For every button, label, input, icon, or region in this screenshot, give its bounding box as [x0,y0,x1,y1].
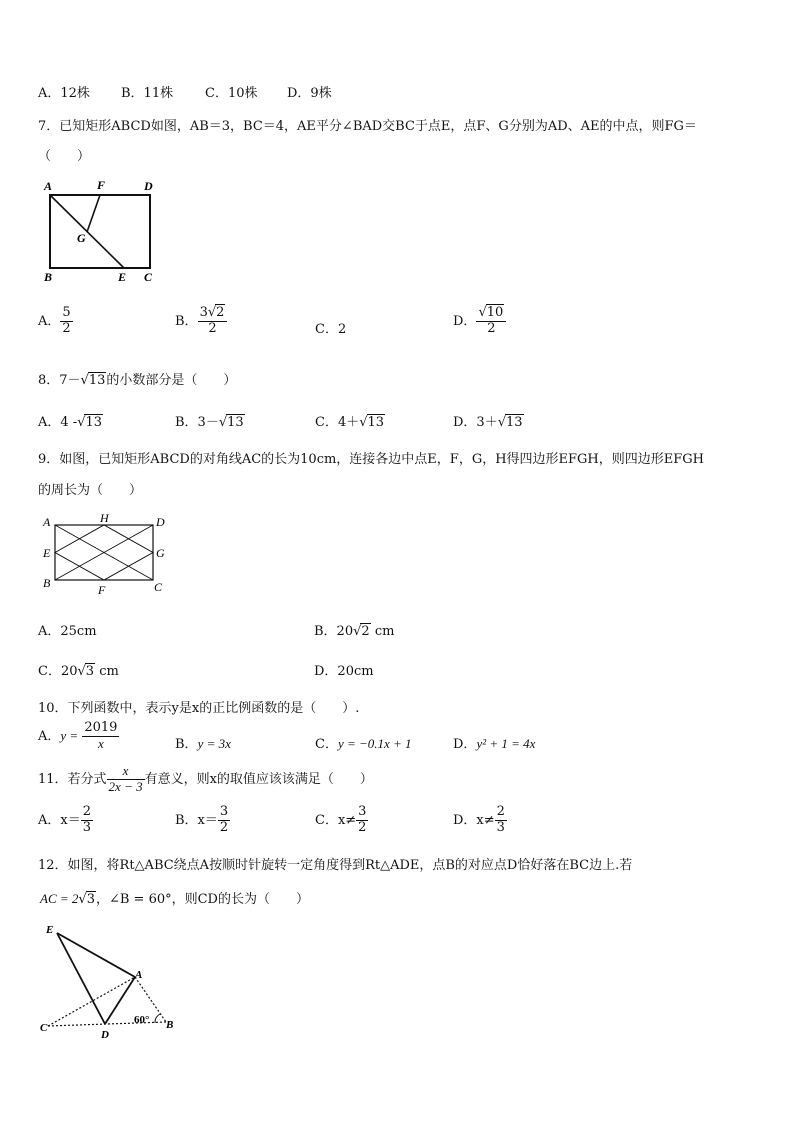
denominator: 2 [208,320,217,336]
q10-option-d[interactable] [453,733,535,752]
label-d: D [156,515,165,529]
radicand: 2 [361,624,370,639]
label-b: B [44,270,53,284]
label-a: A [135,969,143,981]
option-text: A．x＝ [38,812,81,828]
q7-option-a[interactable] [38,306,73,337]
rectangle-abcd-figure [38,175,168,285]
question-9-stem: 9．如图，已知矩形ABCD的对角线AC的长为10cm，连接各边中点E，F，G，H得四边形EFGH，则四边形EFGH [38,452,705,467]
sqrt-icon: √ [78,892,87,907]
label-c: C [154,580,163,594]
radicand: 13 [227,415,244,430]
fraction [218,805,230,836]
q7-option-c[interactable]: C．2 [315,322,347,337]
fraction [495,805,507,836]
question-11-stem [38,764,373,795]
q11-option-d[interactable] [453,805,507,836]
option-prefix: B． [175,737,198,752]
q8-option-b[interactable] [175,411,245,430]
radicand: 13 [367,415,385,430]
q8-option-d[interactable] [453,411,524,430]
question-7-blank: （ ） [38,149,91,164]
stem-suffix: 的小数部分是（ ） [106,373,237,388]
label-h: H [100,511,109,525]
stem-suffix: 有意义，则x的取值应该该满足（ ） [144,771,373,787]
denominator: 2x − 3 [108,778,143,794]
angle-b-arc [155,1014,160,1023]
q10-option-b[interactable] [175,733,231,752]
question-8-stem [38,369,236,388]
label-g: G [156,546,165,560]
q7-option-b[interactable] [175,306,227,337]
segment-fg [87,195,100,232]
q9-option-b[interactable] [314,620,394,639]
segment-ac [48,977,135,1026]
numerator: 3 [219,804,229,819]
q7-option-d[interactable] [453,306,506,337]
denominator: x [97,735,104,751]
label-g: G [77,231,86,245]
option-prefix: B． [175,313,198,329]
label-e: E [43,546,51,560]
question-12-stem: 12．如图，将Rt△ABC绕点A按顺时针旋转一定角度得到Rt△ADE，点B的对应点D恰好落在BC边上.若 [38,858,633,873]
radicand: 13 [506,415,523,430]
sqrt-icon: √ [353,624,362,639]
radicand: 3 [85,664,95,679]
option-text: B．20 [314,624,354,639]
label-a: A [43,515,51,529]
question-7-stem: 7．已知矩形ABCD如图，AB＝3，BC＝4，AE平分∠BAD交BC于点E，点F、G分别为AD、AE的中点，则FG＝ [38,119,697,134]
label-e: E [46,924,54,936]
sqrt-icon: √ [497,415,506,430]
radicand: 13 [88,373,106,388]
label-f: F [97,178,106,192]
option-text: A．4 - [38,415,78,430]
denominator: 2 [487,320,496,336]
option-text: B．x＝ [175,812,218,828]
option-text: D．x≠ [453,812,495,828]
label-c: C [40,1022,48,1034]
numerator: 2 [82,804,92,819]
sqrt-icon: √ [80,373,89,388]
label-c: C [144,270,153,284]
sqrt-icon: √ [478,305,487,320]
label-e: E [118,270,127,284]
label-f: F [98,583,106,597]
option-d[interactable]: D．9株 [287,86,332,101]
label-d: D [144,179,153,193]
rectangle-efgh-figure [38,508,173,600]
stem-prefix: 11．若分式 [38,771,107,787]
question-12-stem-cont [40,888,309,907]
radicand: 10 [486,305,504,320]
option-text: D．3＋ [453,415,498,430]
denominator: 2 [62,320,71,336]
option-text: C．20 [38,664,78,679]
q10-option-c[interactable] [315,733,412,752]
numerator: 3 [358,804,367,819]
unit: cm [99,664,119,679]
numerator [198,306,228,322]
coefficient: 3 [199,305,208,320]
numerator [476,306,506,322]
expression: y² + 1 = 4x [476,736,536,751]
expression: y = 3x [197,736,231,751]
radicand: 13 [85,415,103,430]
radicand: 2 [216,305,225,320]
expression-lhs: y = [60,727,79,743]
fraction [198,306,228,337]
option-prefix: A． [38,728,61,744]
radicand: 3 [86,892,95,907]
segment-ad [105,977,135,1024]
sqrt-icon: √ [359,415,368,430]
stem-suffix: ，∠B = 60°，则CD的长为（ ） [95,892,309,907]
denominator: 3 [82,819,92,835]
fraction [82,721,119,752]
sqrt-icon: √ [218,415,228,430]
option-a[interactable]: A．12株 [38,86,90,101]
question-10-stem: 10．下列函数中，表示y是x的正比例函数的是（ ）. [38,701,360,716]
label-b: B [43,576,51,590]
denominator: 2 [219,819,229,835]
q8-option-a[interactable] [38,411,103,430]
option-prefix: C． [315,737,338,752]
q11-option-b[interactable] [175,805,230,836]
option-b[interactable]: B．11株 [121,86,174,101]
q8-option-c[interactable] [315,411,385,430]
option-c[interactable]: C．10株 [205,86,258,101]
option-text: C．4＋ [315,415,360,430]
option-text: B．3－ [175,415,219,430]
q11-option-a[interactable] [38,805,93,836]
q9-option-d[interactable]: D．20cm [314,664,374,679]
question-9-stem-cont: 的周长为（ ） [38,483,143,498]
label-d: D [101,1029,109,1041]
angle-label: 60° [134,1014,150,1026]
option-text: C．x≠ [315,812,357,828]
denominator: 2 [358,819,367,835]
unit: cm [374,624,395,639]
option-prefix: A． [38,313,61,329]
numerator: 2 [496,804,505,819]
sqrt-icon: √ [207,305,217,320]
fraction [60,306,72,337]
label-b: B [166,1019,174,1031]
stem-prefix: 8．7－ [38,373,81,388]
q9-option-a[interactable]: A．25cm [38,624,97,639]
sqrt-icon: √ [77,415,86,430]
expression: y = −0.1x + 1 [337,736,412,751]
denominator: 3 [496,819,505,835]
option-prefix: D． [453,737,477,752]
label-a: A [44,179,53,193]
rect-abcd [50,195,150,268]
q9-option-c[interactable] [38,660,119,679]
option-prefix: D． [453,313,477,329]
fraction [476,306,506,337]
rotated-triangle-figure [38,920,183,1045]
stem-prefix: AC = 2 [40,891,79,906]
numerator: 2019 [84,720,118,735]
numerator: x [107,764,145,780]
fraction [356,805,368,836]
q11-option-c[interactable] [315,805,368,836]
q10-option-a[interactable] [38,721,119,752]
sqrt-icon: √ [77,664,86,679]
numerator: 5 [62,305,71,320]
fraction [107,764,145,795]
fraction [81,805,93,836]
